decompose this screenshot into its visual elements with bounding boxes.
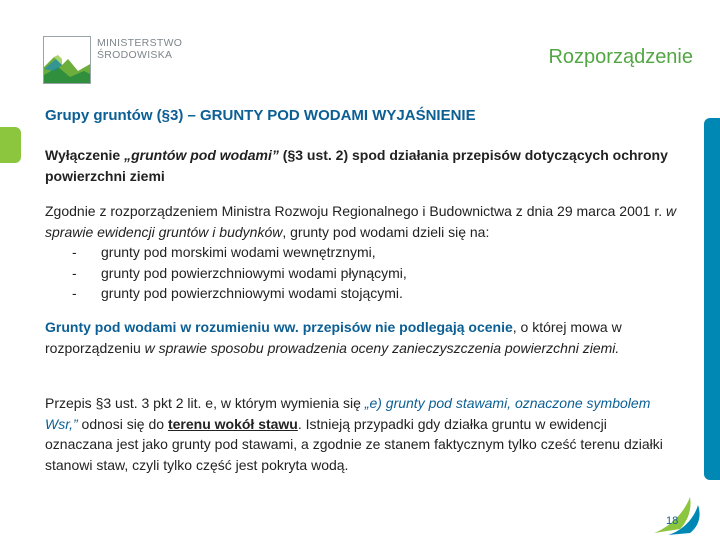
list-item: [45, 242, 677, 263]
right-accent-bar: [704, 118, 720, 480]
p4-text-quote: „e) grunty pod stawami, oznaczone symbolem Wsr,”: [45, 395, 651, 432]
list-item-text: grunty pod powierzchniowymi wodami stojącymi.: [101, 285, 403, 301]
p3-text-emphasis: Grunty pod wodami w rozumieniu ww. przepisów nie podlegają ocenie: [45, 319, 513, 335]
p3-text-b: , o której mowa w rozporządzeniu: [45, 319, 622, 356]
paragraph-ponds: [45, 393, 677, 475]
list-dash: -: [72, 285, 77, 301]
paragraph-exclusion: [45, 145, 677, 186]
list-item: [45, 263, 677, 284]
list-item: [45, 283, 677, 304]
slide-title: Rozporządzenie: [548, 46, 693, 68]
p2-text-title: w sprawie ewidencji gruntów i budynków: [45, 203, 677, 240]
p4-text-underlined: terenu wokół stawu: [167, 415, 298, 432]
logo-mountain-icon: [43, 36, 91, 84]
p4-text-e: . Istnieją przypadki gdy działka gruntu w ewidencji oznaczana jest jako grunty pod stawami, a zgodnie ze stanem faktycznym tylko cześć terenu działki stanowi staw, czyli tylko część jest pokryta wodą.: [45, 415, 663, 473]
p2-text-c: , grunty pod wodami dzieli się na:: [282, 223, 490, 240]
p4-text-a: Przepis §3 ust. 3 pkt 2 lit. e, w którym wymienia się: [45, 395, 365, 411]
paragraph-not-assessed: [45, 317, 677, 358]
paragraph-regulation: [45, 201, 677, 304]
list-dash: -: [72, 264, 77, 281]
p1-text-c: (§3 ust. 2) spod działania przepisów dotyczących ochrony powierzchni ziemi: [45, 147, 668, 184]
footer-swoosh-icon: [650, 493, 710, 537]
p4-text-c: odnosi się do: [77, 415, 168, 432]
ministry-logo: [43, 36, 193, 88]
section-heading: Grupy gruntów (§3) – GRUNTY POD WODAMI WYJAŚNIENIE: [45, 107, 476, 124]
p1-text-a: Wyłączenie: [45, 147, 125, 163]
logo-line1: MINISTERSTWO: [97, 37, 183, 49]
page-number: 18: [666, 515, 679, 527]
list-item-text: grunty pod powierzchniowymi wodami płynącymi,: [101, 264, 407, 281]
list-dash: -: [72, 244, 77, 260]
left-accent-tab: [0, 127, 21, 163]
p2-text-a: Zgodnie z rozporządzeniem Ministra Rozwoju Regionalnego i Budownictwa z dnia 29 marca 2001 r.: [45, 203, 666, 219]
p3-text-title: w sprawie sposobu prowadzenia oceny zanieczyszczenia powierzchni ziemi.: [144, 339, 620, 356]
logo-text: [97, 37, 182, 61]
list-item-text: grunty pod morskimi wodami wewnętrznymi,: [101, 244, 376, 260]
logo-line2: ŚRODOWISKA: [97, 49, 173, 61]
p1-text-quote: „gruntów pod wodami”: [124, 147, 279, 163]
